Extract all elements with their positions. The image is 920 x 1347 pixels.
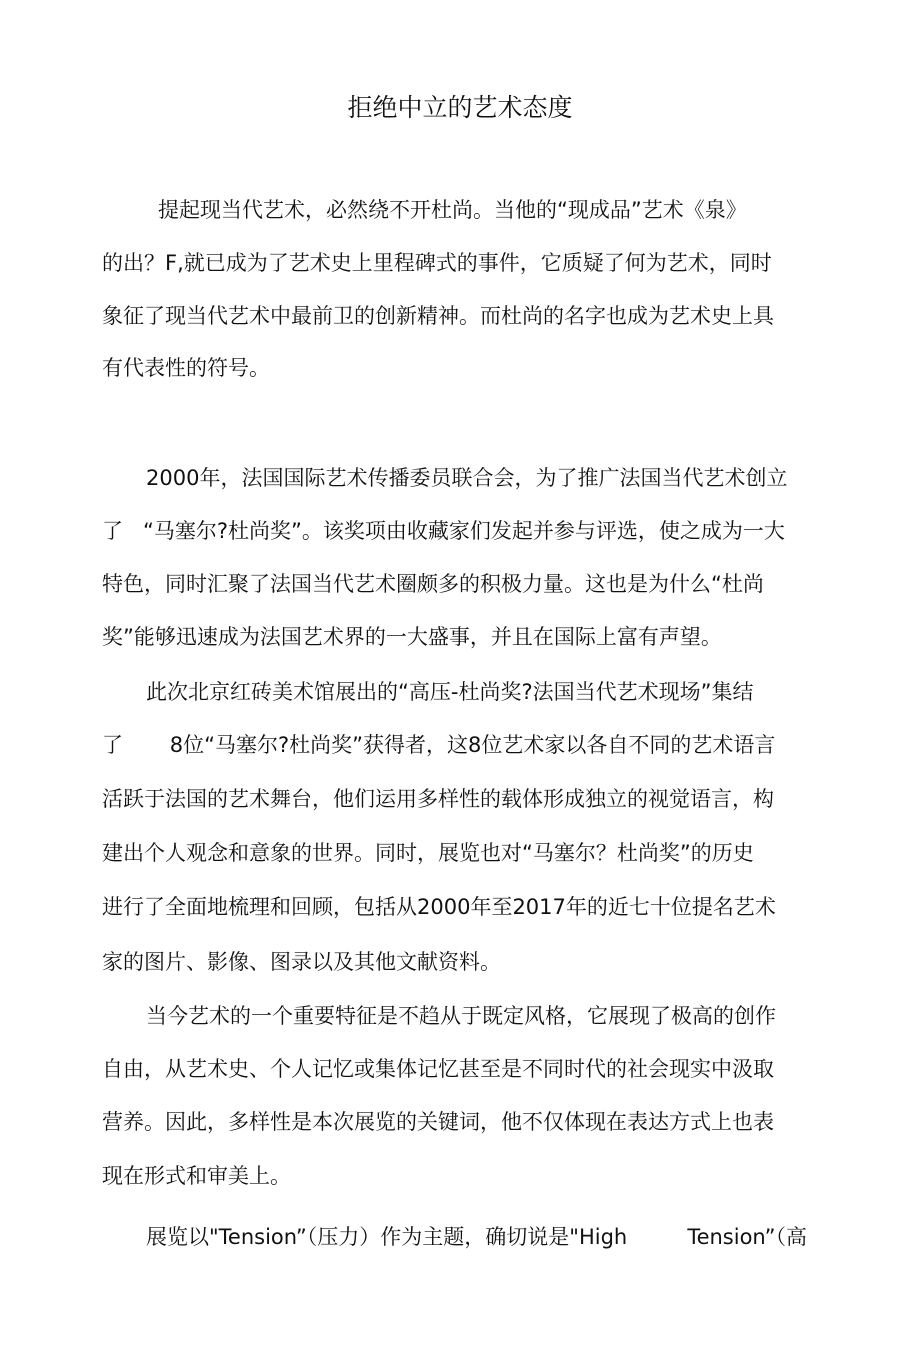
text-line: 此次北京红砖美术馆展出的“高压-杜尚奖?法国当代艺术现场”集结 bbox=[146, 680, 754, 704]
text-line: 活跃于法国的艺术舞台，他们运用多样性的载体形成独立的视觉语言，构 bbox=[102, 787, 774, 811]
text-line: 建出个人观念和意象的世界。同时，展览也对“马塞尔？杜尚奖”的历史 bbox=[102, 841, 754, 865]
text-line: 2000年，法国国际艺术传播委员联合会，为了推广法国当代艺术创立 bbox=[146, 466, 788, 490]
text-line: 象征了现当代艺术中最前卫的创新精神。而杜尚的名字也成为艺术史上具 bbox=[102, 304, 774, 328]
text-line: 有代表性的符号。 bbox=[102, 356, 270, 380]
text-line: 提起现当代艺术，必然绕不开杜尚。当他的“现成品”艺术《泉》 bbox=[158, 198, 747, 222]
text-line: 的出？F,就已成为了艺术史上里程碑式的事件，它质疑了何为艺术，同时 bbox=[102, 251, 772, 275]
text-line: 了 “马塞尔?杜尚奖”。该奖项由收藏家们发起并参与评选，使之成为一大 bbox=[102, 519, 785, 543]
text-line: 特色，同时汇聚了法国当代艺术圈颇多的积极力量。这也是为什么“杜尚 bbox=[102, 572, 764, 596]
text-line: 展览以"Tension”（压力）作为主题，确切说是"High Tension”（高 bbox=[146, 1225, 807, 1249]
text-line: 进行了全面地梳理和回顾，包括从2000年至2017年的近七十位提名艺术 bbox=[102, 895, 776, 919]
text-line: 自由，从艺术史、个人记忆或集体记忆甚至是不同时代的社会现实中汲取 bbox=[102, 1057, 774, 1081]
text-line: 奖”能够迅速成为法国艺术界的一大盛事，并且在国际上富有声望。 bbox=[102, 625, 722, 649]
text-line: 现在形式和审美上。 bbox=[102, 1164, 291, 1188]
text-line: 家的图片、影像、图录以及其他文献资料。 bbox=[102, 950, 501, 974]
text-line: 当今艺术的一个重要特征是不趋从于既定风格，它展现了极高的创作 bbox=[146, 1004, 776, 1028]
document-title: 拒绝中立的艺术态度 bbox=[347, 93, 573, 122]
text-line: 了 8位“马塞尔?杜尚奖”获得者，这8位艺术家以各自不同的艺术语言 bbox=[102, 733, 776, 757]
text-line: 营养。因此，多样性是本次展览的关键词，他不仅体现在表达方式上也表 bbox=[102, 1110, 774, 1134]
